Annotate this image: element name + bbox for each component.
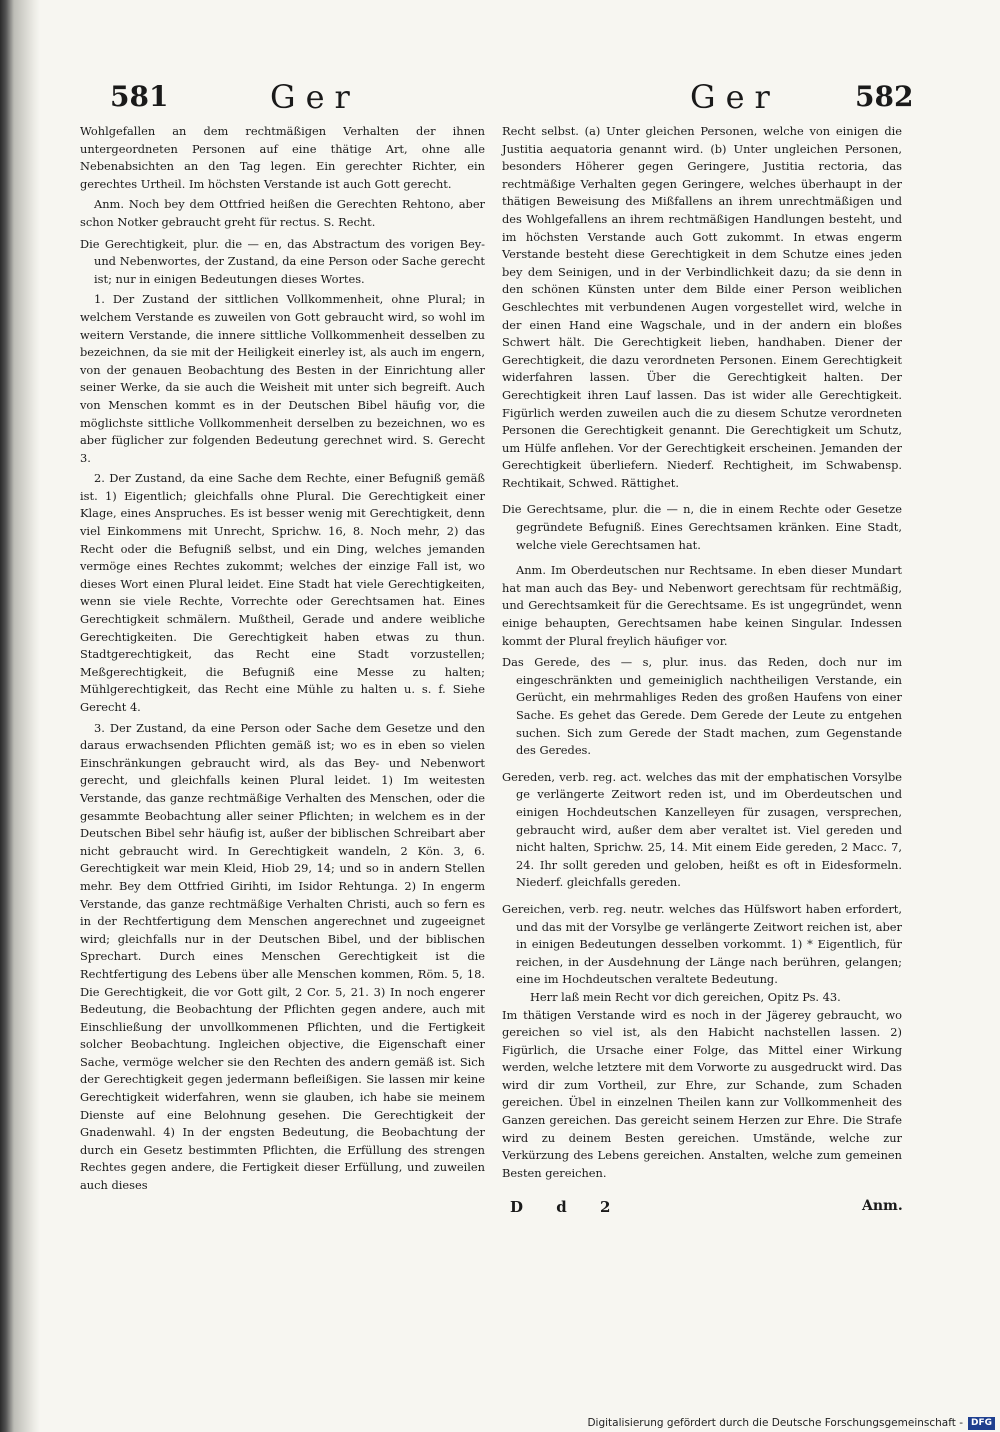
- running-head-right: Ger: [690, 78, 780, 116]
- sense-1-paragraph: 1. Der Zustand der sittlichen Vollkommenheit, ohne Plural; in welchem Verstande es zuweilen von Gott gebraucht wird, so wohl im weitern Verstande, die innere sittliche Vollkommenheit desselben zu bezeichnen, da sie mit der Heiligkeit einerley ist, als auch im engern, von der genauen Beobachtung des Besten in der Einrichtung aller seiner Werke, da sie auch die Weisheit mit unter sich begreift. Auch von Menschen kommt es in der Deutschen Bibel häufig vor, die möglichste sittliche Vollkommenheit derselben zu bezeichnen, wo es aber füglicher zur folgenden Bedeutung gerechnet wird. S. Gerecht 3.: [80, 292, 485, 465]
- left-column: [80, 123, 485, 1195]
- credit-text: Digitalisierung gefördert durch die Deutsche Forschungsgemeinschaft -: [587, 1417, 963, 1429]
- right-column: [502, 123, 902, 1182]
- running-head-left: Ger: [270, 78, 360, 116]
- entry-gerechtsame: Die Gerechtsame, plur. die — n, die in einem Rechte oder Gesetze gegründete Befugniß. Eines Gerechtsamen kränken. Eine Stadt, welche viele Gerechtsamen hat.: [502, 502, 902, 552]
- entry-gereichen: Gereichen, verb. reg. neutr. welches das Hülfswort haben erfordert, und das mit der Vorsylbe ge verlängerte Zeitwort reichen ist, aber in einigen Bedeutungen desselben vorkommt. 1) * Eigentlich, für reichen, in der Ausdehnung der Länge nach berühren, gelangen; eine im Hochdeutschen veraltete Bedeutung.: [502, 901, 902, 987]
- annotation-paragraph: Anm. Im Oberdeutschen nur Rechtsame. In eben dieser Mundart hat man auch das Bey- und Nebenwort gerechtsam für rechtmäßig, und Gerechtsamkeit für die Gerechtsame. Es ist ungegründet, wenn einige behaupten, Gerechtsamen habe keinen Singular. Indessen kommt der Plural freylich häufiger vor.: [502, 563, 902, 648]
- signature-mark: D d 2: [510, 1198, 625, 1216]
- sense-2-paragraph: 2. Der Zustand, da eine Sache dem Rechte, einer Befugniß gemäß ist. 1) Eigentlich; gleichfalls ohne Plural. Die Gerechtigkeit einer Klage, eines Anspruches. Es ist besser wenig mit Gerechtigkeit, denn viel Einkommens mit Unrecht, Sprichw. 16, 8. Noch mehr, 2) das Recht oder die Befugniß selbst, und ein Ding, welches jemanden vermöge eines Rechtes zukommt; welches der einzige Fall ist, wo dieses Wort einen Plural leidet. Eine Stadt hat viele Gerechtigkeiten, wenn sie viele Rechte, Vorrechte oder Gerechtsamen hat. Eines Gerechtigkeit schmälern. Mußtheil, Gerade und andere weibliche Gerechtigkeiten. Die Gerechtigkeit haben etwas zu thun. Stadtgerechtigkeit, das Recht eine Stadt vorzustellen; Meßgerechtigkeit, die Befugniß eine Messe zu halten; Mühlgerechtigkeit, das Recht eine Mühle zu halten u. s. f. Siehe Gerecht 4.: [80, 471, 485, 714]
- dfg-logo: DFG: [968, 1417, 995, 1430]
- annotation-paragraph: Anm. Noch bey dem Ottfried heißen die Gerechten Rehtono, aber schon Notker gebraucht greht für rectus. S. Recht.: [80, 197, 485, 229]
- entry-gerede: Das Gerede, des — s, plur. inus. das Reden, doch nur im eingeschränkten und gemeiniglich nachtheiligen Verstande, ein Gerücht, ein mehrmahliges Reden des großen Haufens von einer Sache. Es gehet das Gerede. Dem Gerede der Leute zu entgehen suchen. Sich zum Gerede der Stadt machen, zum Gegenstande des Geredes.: [502, 655, 902, 758]
- paragraph-continuation: Wohlgefallen an dem rechtmäßigen Verhalten der ihnen untergeordneten Personen auf eine thätige Art, ohne alle Nebenabsichten an den Tag legen. Ein gerechter Richter, ein gerechtes Urtheil. Im höchsten Verstande ist auch Gott gerecht.: [80, 124, 485, 191]
- page-number-right: 582: [855, 80, 914, 113]
- digitization-credit: [575, 1416, 995, 1430]
- catchword: Anm.: [862, 1198, 903, 1214]
- sense-3-paragraph: 3. Der Zustand, da eine Person oder Sache dem Gesetze und den daraus erwachsenden Pflichten gemäß ist; wo es in eben so vielen Einschränkungen gebraucht wird, als das Bey- und Nebenwort gerecht, und gleichfalls keinen Plural leidet. 1) Im weitesten Verstande, das ganze rechtmäßige Verhalten des Menschen, oder die gesammte Beobachtung aller seiner Pflichten; in welchem es in der Deutschen Bibel sehr häufig ist, außer der biblischen Schreibart aber nicht gebraucht wird. In Gerechtigkeit wandeln, 2 Kön. 3, 6. Gerechtigkeit war mein Kleid, Hiob 29, 14; und so in andern Stellen mehr. Bey dem Ottfried Girihti, im Isidor Rehtunga. 2) In engerm Verstande, das ganze rechtmäßige Verhalten Christi, auch so fern es in der Rechtfertigung dem Menschen angerechnet und zugeeignet wird; gleichfalls nur in der Deutschen Bibel, und der biblischen Sprechart. Durch eines Menschen Gerechtigkeit ist die Rechtfertigung des Lebens über alle Menschen kommen, Röm. 5, 18. Die Gerechtigkeit, die vor Gott gilt, 2 Cor. 5, 21. 3) In noch engerer Bedeutung, die Beobachtung der Pflichten gegen andere, auch mit Einschließung der unvollkommenen Pflichten, und die Fertigkeit solcher Beobachtung. Ingleichen objective, die Eigenschaft einer Sache, vermöge welcher sie den Rechten des andern gemäß ist. Sich der Gerechtigkeit gegen jedermann befleißigen. Sie lassen mir keine Gerechtigkeit widerfahren, wenn sie glauben, ich habe sie meinem Dienste auf eine Belohnung gesehen. Die Gerechtigkeit der Gnadenwahl. 4) In der engsten Bedeutung, die Beobachtung der durch ein Gesetz bestimmten Pflichten, die Erfüllung des strengen Rechtes gegen andere, die Fertigkeit dieser Erfüllung, und zuweilen auch dieses: [80, 720, 485, 1193]
- sense-paragraph: Im thätigen Verstande wird es noch in der Jägerey gebraucht, wo gereichen so viel ist, als den Habicht nachstellen lassen. 2) Figürlich, die Ursache einer Folge, das Mittel einer Wirkung werden, welche letztere mit dem Vorworte zu ausgedruckt wird. Das wird dir zum Vortheil, zur Ehre, zur Schande, zum Schaden gereichen. Übel in einzelnen Theilen kann zur Vollkommenheit des Ganzen gereichen. Das gereicht seinem Herzen zur Ehre. Die Strafe wird zu deinem Besten gereichen. Umstände, welche zur Verkürzung des Lebens gereichen. Anstalten, welche zum gemeinen Besten gereichen.: [502, 1007, 902, 1180]
- page-number-left: 581: [110, 80, 169, 113]
- verse-quotation: Herr laß mein Recht vor dich gereichen, Opitz Ps. 43.: [530, 989, 841, 1004]
- entry-gereden: Gereden, verb. reg. act. welches das mit der emphatischen Vorsylbe ge verlängerte Zeitwort reden ist, und im Oberdeutschen und einigen Hochdeutschen Kanzelleyen für zusagen, versprechen, gebraucht wird, außer dem aber veraltet ist. Viel gereden und nicht halten, Sprichw. 25, 14. Mit einem Eide gereden, 2 Macc. 7, 24. Ihr sollt gereden und geloben, heißt es oft in Eidesformeln. Niederf. gleichfalls gereden.: [502, 769, 902, 890]
- entry-gerechtigkeit: Die Gerechtigkeit, plur. die — en, das Abstractum des vorigen Bey- und Nebenwortes, der Zustand, da eine Person oder Sache gerecht ist; nur in einigen Bedeutungen dieses Wortes.: [80, 236, 485, 286]
- scan-edge-shadow: [0, 0, 40, 1432]
- paragraph-continuation: Recht selbst. (a) Unter gleichen Personen, welche von einigen die Justitia aequatoria genannt wird. (b) Unter ungleichen Personen, besonders Höherer gegen Geringere, Justitia rectoria, das rechtmäßige Verhalten gegen Geringere, welches überhaupt in der thätigen Beweisung des Mißfallens an ihrem unrechtmäßigen und des Wohlgefallens an ihrem rechtmäßigen Handlungen besteht, und im höchsten Verstande auch Gott zukommt. In etwas engerm Verstande besteht diese Gerechtigkeit in dem Schutze eines jeden bey dem Seinigen, und in der Verbindlichkeit dazu; da sie denn in den schönen Künsten unter dem Bilde einer Person weiblichen Geschlechtes mit verbundenen Augen vorgestellet wird, welche in der einen Hand eine Wagschale, und in der andern ein bloßes Schwert hält. Die Gerechtigkeit lieben, handhaben. Diener der Gerechtigkeit, die dazu verordneten Personen. Einem Gerechtigkeit widerfahren lassen. Über die Gerechtigkeit halten. Der Gerechtigkeit ihren Lauf lassen. Das ist wider alle Gerechtigkeit. Figürlich werden zuweilen auch die zu diesem Schutze verordneten Personen die Gerechtigkeit genannt. Die Gerechtigkeit um Schutz, um Hülfe anflehen. Vor der Gerechtigkeit erscheinen. Jemanden der Gerechtigkeit überliefern. Niederf. Rechtigheit, im Schwabensp. Rechtikait, Schwed. Rättighet.: [502, 124, 902, 490]
